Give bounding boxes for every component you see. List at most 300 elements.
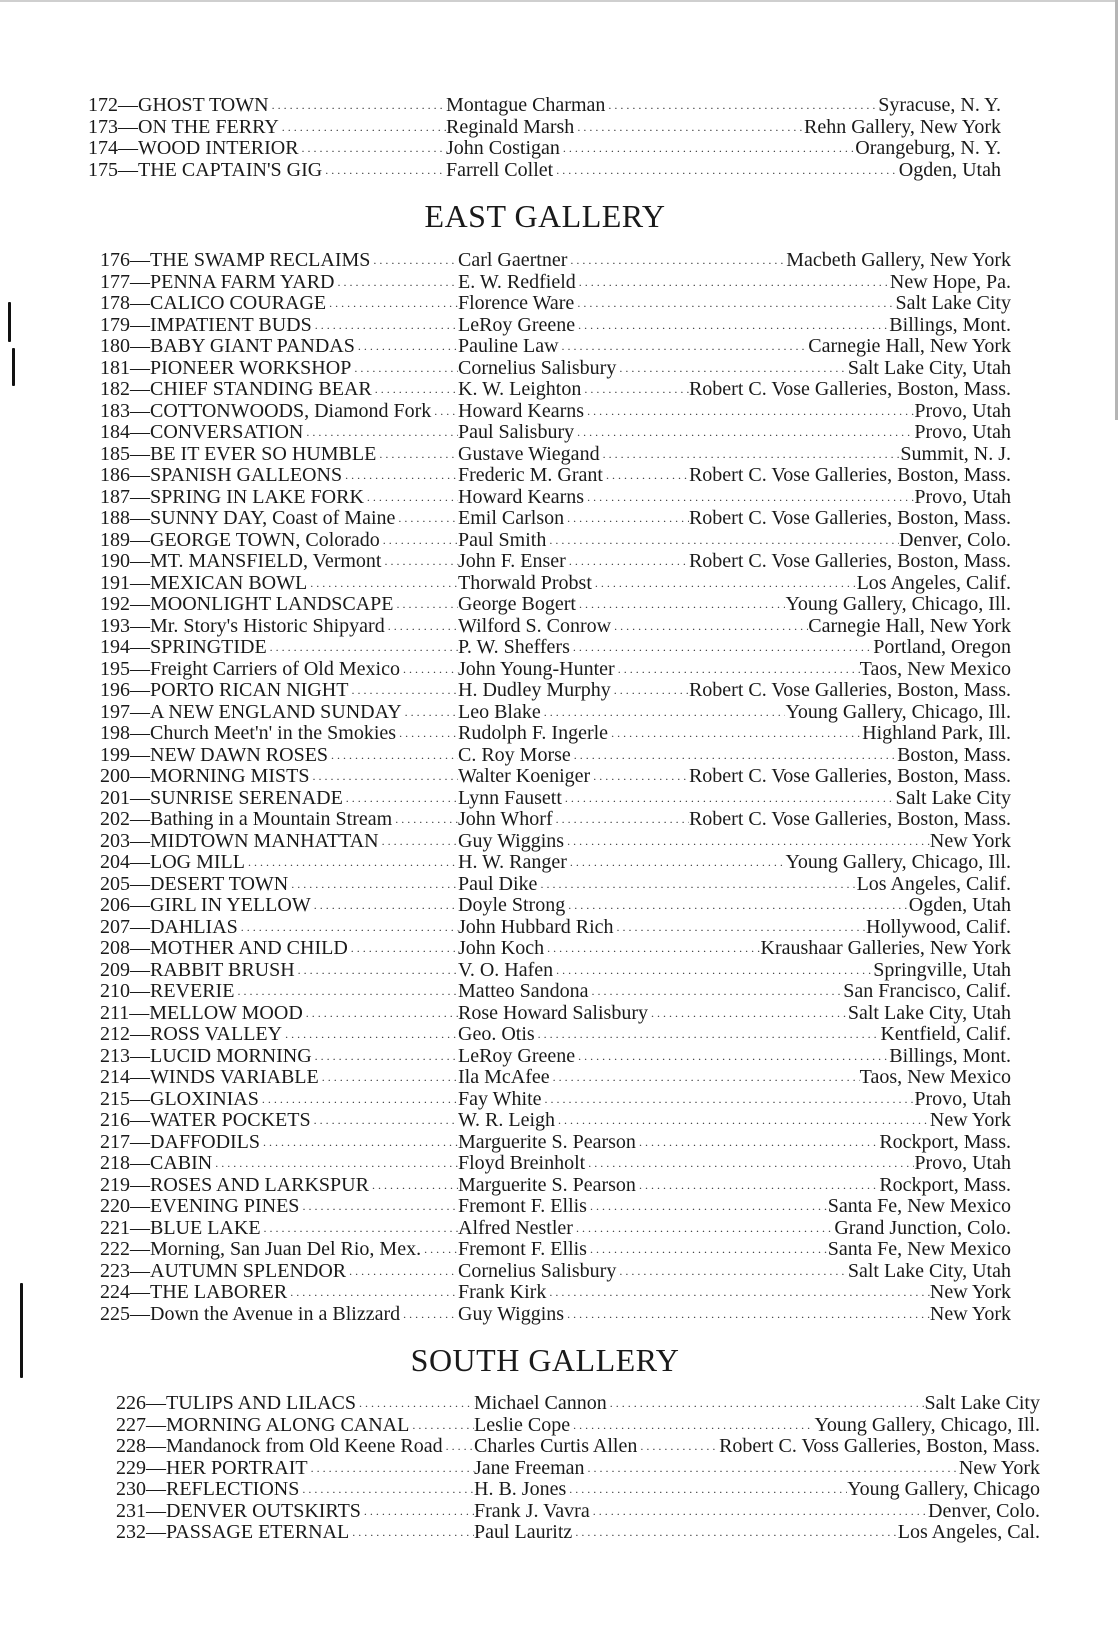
entry-title-cell [100,659,458,681]
catalog-entry [100,1153,1011,1175]
entry-artist-cell [458,809,689,831]
entry-artist-cell [458,702,785,724]
entry-title-cell [100,401,458,423]
catalog-entry [100,745,1011,767]
dot-leader [537,874,856,896]
entry-title-cell [100,1261,458,1283]
entry-artist: Frank Kirk [458,1282,547,1303]
entry-location: Rockport, Mass. [879,1173,1011,1196]
entry-title-cell [100,379,458,401]
entry-artist: Leslie Cope [474,1414,571,1436]
entry-title: 227—MORNING ALONG CANAL [116,1414,410,1436]
entry-artist-cell [458,788,895,810]
entry-title: 187—SPRING IN LAKE FORK [100,486,364,508]
entry-title: 182—CHIEF STANDING BEAR [100,379,372,400]
entry-title-cell [100,616,458,638]
catalog-entry [100,895,1011,917]
entry-location: Carnegie Hall, New York [808,335,1011,357]
entry-location: Macbeth Gallery, New York [786,249,1011,271]
dot-leader [553,960,873,982]
entry-artist: Farrell Collet [446,159,554,181]
dot-leader [326,293,458,315]
entry-title: 209—RABBIT BRUSH [100,959,295,981]
entry-artist-cell [458,1239,828,1261]
entry-location: Denver, Colo. [928,1499,1040,1522]
entry-artist: Cornelius Salisbury [458,1260,617,1282]
catalog-entry [88,117,1001,139]
dot-leader [614,917,866,939]
entry-title-cell [116,1415,474,1437]
dot-leader [295,960,458,982]
entry-artist: LeRoy Greene [458,314,576,336]
dot-leader [576,594,786,616]
entry-title: 179—IMPATIENT BUDS [100,314,312,336]
entry-artist: Jane Freeman [474,1457,585,1479]
entry-title: 215—GLOXINIAS [100,1088,259,1110]
dot-leader [567,250,786,272]
dot-leader [636,1132,879,1154]
entry-artist-cell [458,315,889,337]
south-gallery-entries [116,1393,1040,1544]
catalog-entry [100,680,1011,702]
entry-title: 225—Down the Avenue in a Blizzard [100,1303,401,1325]
dot-leader [303,1003,458,1025]
entry-artist-cell [458,852,785,874]
entry-title-cell [100,487,458,509]
dot-leader [342,465,458,487]
dot-leader [611,680,689,702]
entry-location: Robert C. Vose Galleries, Boston, Mass. [688,808,1011,830]
entry-title: 199—NEW DAWN ROSES [100,744,329,766]
entry-title: 212—ROSS VALLEY [100,1024,283,1045]
dot-leader [544,938,760,960]
entry-artist-cell [458,401,914,423]
entry-artist-cell [474,1415,814,1437]
entry-location: Young Gallery, Chicago, Ill. [785,593,1011,615]
dot-leader [348,938,458,960]
dot-leader [555,1110,930,1132]
entry-artist-cell [458,508,689,530]
entry-location: Taos, New Mexico [859,657,1011,680]
catalog-entry [100,1110,1011,1132]
dot-leader [607,1393,925,1415]
dot-leader [361,1501,474,1523]
entry-artist-cell [458,272,890,294]
dot-leader [312,1046,458,1068]
dot-leader [348,680,458,702]
dot-leader [400,659,458,681]
catalog-entry [100,1304,1011,1326]
catalog-entry [100,1282,1011,1304]
entry-title: 197—A NEW ENGLAND SUNDAY [100,701,402,723]
entry-title-cell [100,1110,458,1132]
dot-leader [605,95,878,117]
catalog-entry [100,487,1011,509]
dot-leader [369,1175,458,1197]
entry-title: 205—DESERT TOWN [100,873,289,895]
entry-artist-cell [458,1089,914,1111]
dot-leader [637,1436,719,1458]
entry-location: New York [958,1456,1040,1479]
entry-location: Ogden, Utah [898,158,1001,181]
entry-title-cell [100,358,458,380]
entry-title: 196—PORTO RICAN NIGHT [100,680,349,701]
dot-leader [343,788,458,810]
entry-title-cell [100,874,458,896]
entry-artist-cell [458,938,761,960]
entry-location: Orangeburg, N. Y. [855,137,1001,159]
entry-title: 185—BE IT EVER SO HUMBLE [100,443,377,465]
entry-artist-cell [458,1196,828,1218]
south-gallery-heading: SOUTH GALLERY [410,1342,680,1378]
catalog-entry [100,315,1011,337]
dot-leader [564,831,930,853]
entry-title-cell [116,1458,474,1480]
dot-leader [311,895,458,917]
entry-artist: Doyle Strong [458,895,566,916]
entry-artist-cell [458,637,873,659]
entry-location: Robert C. Vose Galleries, Boston, Mass. [688,507,1011,529]
entry-title-cell [100,637,458,659]
dot-leader [380,530,458,552]
entry-artist: John Costigan [446,138,560,159]
dot-leader [409,1415,474,1437]
entry-title: 186—SPANISH GALLEONS [100,465,343,486]
entry-location: Carnegie Hall, New York [808,614,1011,637]
dot-leader [431,401,458,423]
entry-artist-cell [458,1153,914,1175]
entry-title-cell [100,895,458,917]
dot-leader [402,702,458,724]
dot-leader [394,594,458,616]
entry-title: 203—MIDTOWN MANHATTAN [100,830,379,852]
entry-title-cell [100,1218,458,1240]
entry-title: 206—GIRL IN YELLOW [100,895,311,916]
dot-leader [584,401,914,423]
catalog-entry [100,917,1011,939]
entry-artist-cell [474,1393,924,1415]
dot-leader [328,745,458,767]
dot-leader [299,1479,474,1501]
entry-artist: Matteo Sandona [458,981,589,1002]
entry-title-cell [100,745,458,767]
entry-location: Kraushaar Galleries, New York [760,937,1011,959]
entry-location: New York [929,1281,1011,1303]
dot-leader [311,1110,458,1132]
dot-leader [443,1436,474,1458]
continued-entries [88,95,1001,181]
entry-location: Hollywood, Calif. [866,915,1011,938]
entry-title: 193—Mr. Story's Historic Shipyard [100,615,385,637]
entry-artist-cell [458,917,866,939]
dot-leader [356,1393,474,1415]
entry-artist: Montague Charman [446,95,606,116]
entry-artist-cell [458,1110,930,1132]
entry-location: Syracuse, N. Y. [878,94,1001,116]
catalog-entry [88,95,1001,117]
catalog-entry [100,1067,1011,1089]
dot-leader [245,852,458,874]
dot-leader [421,1239,458,1261]
entry-artist-cell [458,573,857,595]
dot-leader [559,336,809,358]
entry-location: Los Angeles, Calif. [856,571,1011,594]
entry-location: Salt Lake City [895,292,1011,314]
dot-leader [351,358,458,380]
dot-leader [546,530,899,552]
entry-artist-cell [458,358,848,380]
entry-artist: Floyd Breinholt [458,1153,586,1174]
entry-artist: E. W. Redfield [458,271,576,293]
entry-location: Provo, Utah [914,399,1011,422]
entry-title: 229—HER PORTRAIT [116,1457,308,1479]
catalog-entry [88,138,1001,160]
entry-title: 224—THE LABORER [100,1282,288,1303]
entry-location: Salt Lake City [895,786,1011,809]
entry-title-cell [116,1436,474,1458]
catalog-entry [100,637,1011,659]
entry-location: Los Angeles, Calif. [856,872,1011,895]
entry-title-cell [100,508,458,530]
dot-leader [615,659,860,681]
catalog-entry [100,766,1011,788]
dot-leader [400,1304,458,1326]
entry-artist: John Whorf [458,809,553,830]
entry-artist-cell [446,117,804,139]
catalog-entry [100,1132,1011,1154]
entry-artist-cell [458,422,914,444]
entry-location: Salt Lake City, Utah [847,1259,1011,1282]
dot-leader [581,379,689,401]
entry-title-cell [100,272,458,294]
dot-leader [589,981,844,1003]
dot-leader [260,1132,458,1154]
entry-artist: Pauline Law [458,336,559,357]
dot-leader [590,766,689,788]
dot-leader [288,874,458,896]
catalog-entry [100,852,1011,874]
entry-title: 174—WOOD INTERIOR [88,138,299,159]
entry-title-cell [100,422,458,444]
catalog-entry [100,1024,1011,1046]
entry-artist-cell [458,530,899,552]
entry-title: 198—Church Meet'n' in the Smokies [100,723,397,744]
entry-title-cell [116,1479,474,1501]
dot-leader [550,1067,860,1089]
entry-location: San Francisco, Calif. [843,980,1011,1002]
catalog-entry [100,1175,1011,1197]
dot-leader [587,1196,828,1218]
dot-leader [334,272,458,294]
entry-title: 211—MELLOW MOOD [100,1002,303,1024]
entry-location: Provo, Utah [914,1087,1011,1110]
catalog-entry [88,160,1001,182]
catalog-entry [100,508,1011,530]
entry-location: Highland Park, Ill. [862,722,1011,744]
entry-title: 200—MORNING MISTS [100,766,310,787]
dot-leader [355,336,458,358]
catalog-entry [100,379,1011,401]
entry-artist-cell [446,138,855,160]
dot-leader [546,1282,930,1304]
catalog-entry [100,1003,1011,1025]
dot-leader [319,1067,458,1089]
entry-title: 175—THE CAPTAIN'S GIG [88,159,323,181]
entry-artist: Charles Curtis Allen [474,1436,638,1457]
entry-title-cell [100,809,458,831]
entry-title: 219—ROSES AND LARKSPUR [100,1174,369,1196]
entry-title-cell [100,551,458,573]
dot-leader [566,1479,847,1501]
catalog-entry [100,874,1011,896]
dot-leader [603,465,689,487]
entry-location: Santa Fe, New Mexico [827,1195,1011,1217]
dot-leader [585,1153,914,1175]
catalog-entry [100,1239,1011,1261]
entry-artist: Marguerite S. Pearson [458,1174,636,1196]
entry-location: Robert C. Vose Galleries, Boston, Mass. [688,679,1011,701]
dot-leader [574,422,914,444]
catalog-entry [100,272,1011,294]
entry-title-cell [100,315,458,337]
entry-artist: George Bogert [458,594,576,615]
entry-artist: Fremont F. Ellis [458,1196,587,1217]
dot-leader [616,358,848,380]
entry-title: 232—PASSAGE ETERNAL [116,1522,350,1543]
catalog-entry [100,1046,1011,1068]
entry-title-cell [116,1501,474,1523]
entry-artist: Emil Carlson [458,508,565,529]
entry-title-cell [100,1132,458,1154]
dot-leader [261,1218,458,1240]
entry-title-cell [88,95,446,117]
dot-leader [608,723,862,745]
catalog-entry [100,250,1011,272]
dot-leader [364,487,458,509]
entry-title-cell [100,723,458,745]
dot-leader [574,117,804,139]
dot-leader [570,1415,814,1437]
catalog-entry [100,809,1011,831]
entry-artist: W. R. Leigh [458,1110,556,1131]
entry-artist-cell [458,1003,848,1025]
entry-artist: Paul Lauritz [474,1522,573,1543]
catalog-entry [100,960,1011,982]
dot-leader [587,1239,828,1261]
catalog-entry [100,938,1011,960]
entry-location: Grand Junction, Colo. [834,1216,1011,1239]
dot-leader [385,616,458,638]
dot-leader [542,1089,915,1111]
entry-artist: John Koch [458,938,545,959]
catalog-entry [100,530,1011,552]
dot-leader [299,138,446,160]
entry-title-cell [100,594,458,616]
entry-artist-cell [446,160,899,182]
dot-leader [611,616,808,638]
entry-title-cell [100,1196,458,1218]
catalog-entry [100,981,1011,1003]
entry-title-cell [100,852,458,874]
entry-title: 181—PIONEER WORKSHOP [100,357,352,379]
catalog-entry [100,616,1011,638]
entry-artist: Florence Ware [458,293,575,314]
entry-title: 228—Mandanock from Old Keene Road [116,1436,443,1457]
entry-location: Young Gallery, Chicago, Ill. [785,700,1011,723]
entry-artist: Walter Koeniger [458,766,591,787]
entry-artist: H. W. Ranger [458,852,567,873]
entry-artist: Carl Gaertner [458,250,568,271]
entry-artist: Thorwald Probst [458,572,592,594]
entry-artist-cell [458,766,689,788]
entry-artist-cell [458,1282,930,1304]
dot-leader [349,1522,474,1544]
dot-leader [564,508,689,530]
catalog-entry [100,1261,1011,1283]
dot-leader [575,315,889,337]
dot-leader [572,1522,897,1544]
entry-artist-cell [458,293,895,315]
entry-title-cell [100,250,458,272]
catalog-entry [100,465,1011,487]
entry-title: 176—THE SWAMP RECLAIMS [100,250,371,271]
entry-title-cell [100,1304,458,1326]
dot-leader [574,293,895,315]
catalog-entry [116,1479,1040,1501]
entry-location: New York [929,1302,1011,1325]
entry-artist: John Hubbard Rich [458,916,614,938]
entry-location: Rockport, Mass. [879,1130,1011,1153]
entry-artist-cell [458,1261,848,1283]
catalog-entry [116,1393,1040,1415]
dot-leader [571,745,897,767]
dot-leader [238,917,458,939]
entry-artist-cell [458,444,900,466]
catalog-entry [116,1522,1040,1544]
entry-title-cell [100,1153,458,1175]
entry-artist-cell [458,1132,879,1154]
dot-leader [303,422,458,444]
entry-artist-cell [458,250,786,272]
entry-artist-cell [458,960,873,982]
entry-title: 221—BLUE LAKE [100,1217,261,1239]
entry-artist: Frank J. Vavra [474,1500,590,1522]
entry-title: 172—GHOST TOWN [88,95,269,116]
entry-artist-cell [458,1046,889,1068]
entry-title-cell [100,1067,458,1089]
binding-mark [8,302,11,342]
entry-title: 191—MEXICAN BOWL [100,572,308,594]
entry-title: 213—LUCID MORNING [100,1045,312,1067]
entry-title: 192—MOONLIGHT LANDSCAPE [100,594,394,615]
entry-artist-cell [474,1436,719,1458]
entry-title-cell [100,1175,458,1197]
entry-title: 189—GEORGE TOWN, Colorado [100,529,380,551]
entry-title: 217—DAFFODILS [100,1131,261,1153]
catalog-entry [116,1501,1040,1523]
entry-title-cell [88,160,446,182]
dot-leader [590,1501,928,1523]
entry-title-cell [100,1239,458,1261]
entry-artist-cell [458,379,689,401]
catalog-entry [100,831,1011,853]
catalog-entry [100,551,1011,573]
dot-leader [308,1458,474,1480]
entry-title-cell [100,766,458,788]
entry-artist: P. W. Sheffers [458,637,570,658]
entry-location: Provo, Utah [914,421,1011,443]
entry-title-cell [100,1089,458,1111]
